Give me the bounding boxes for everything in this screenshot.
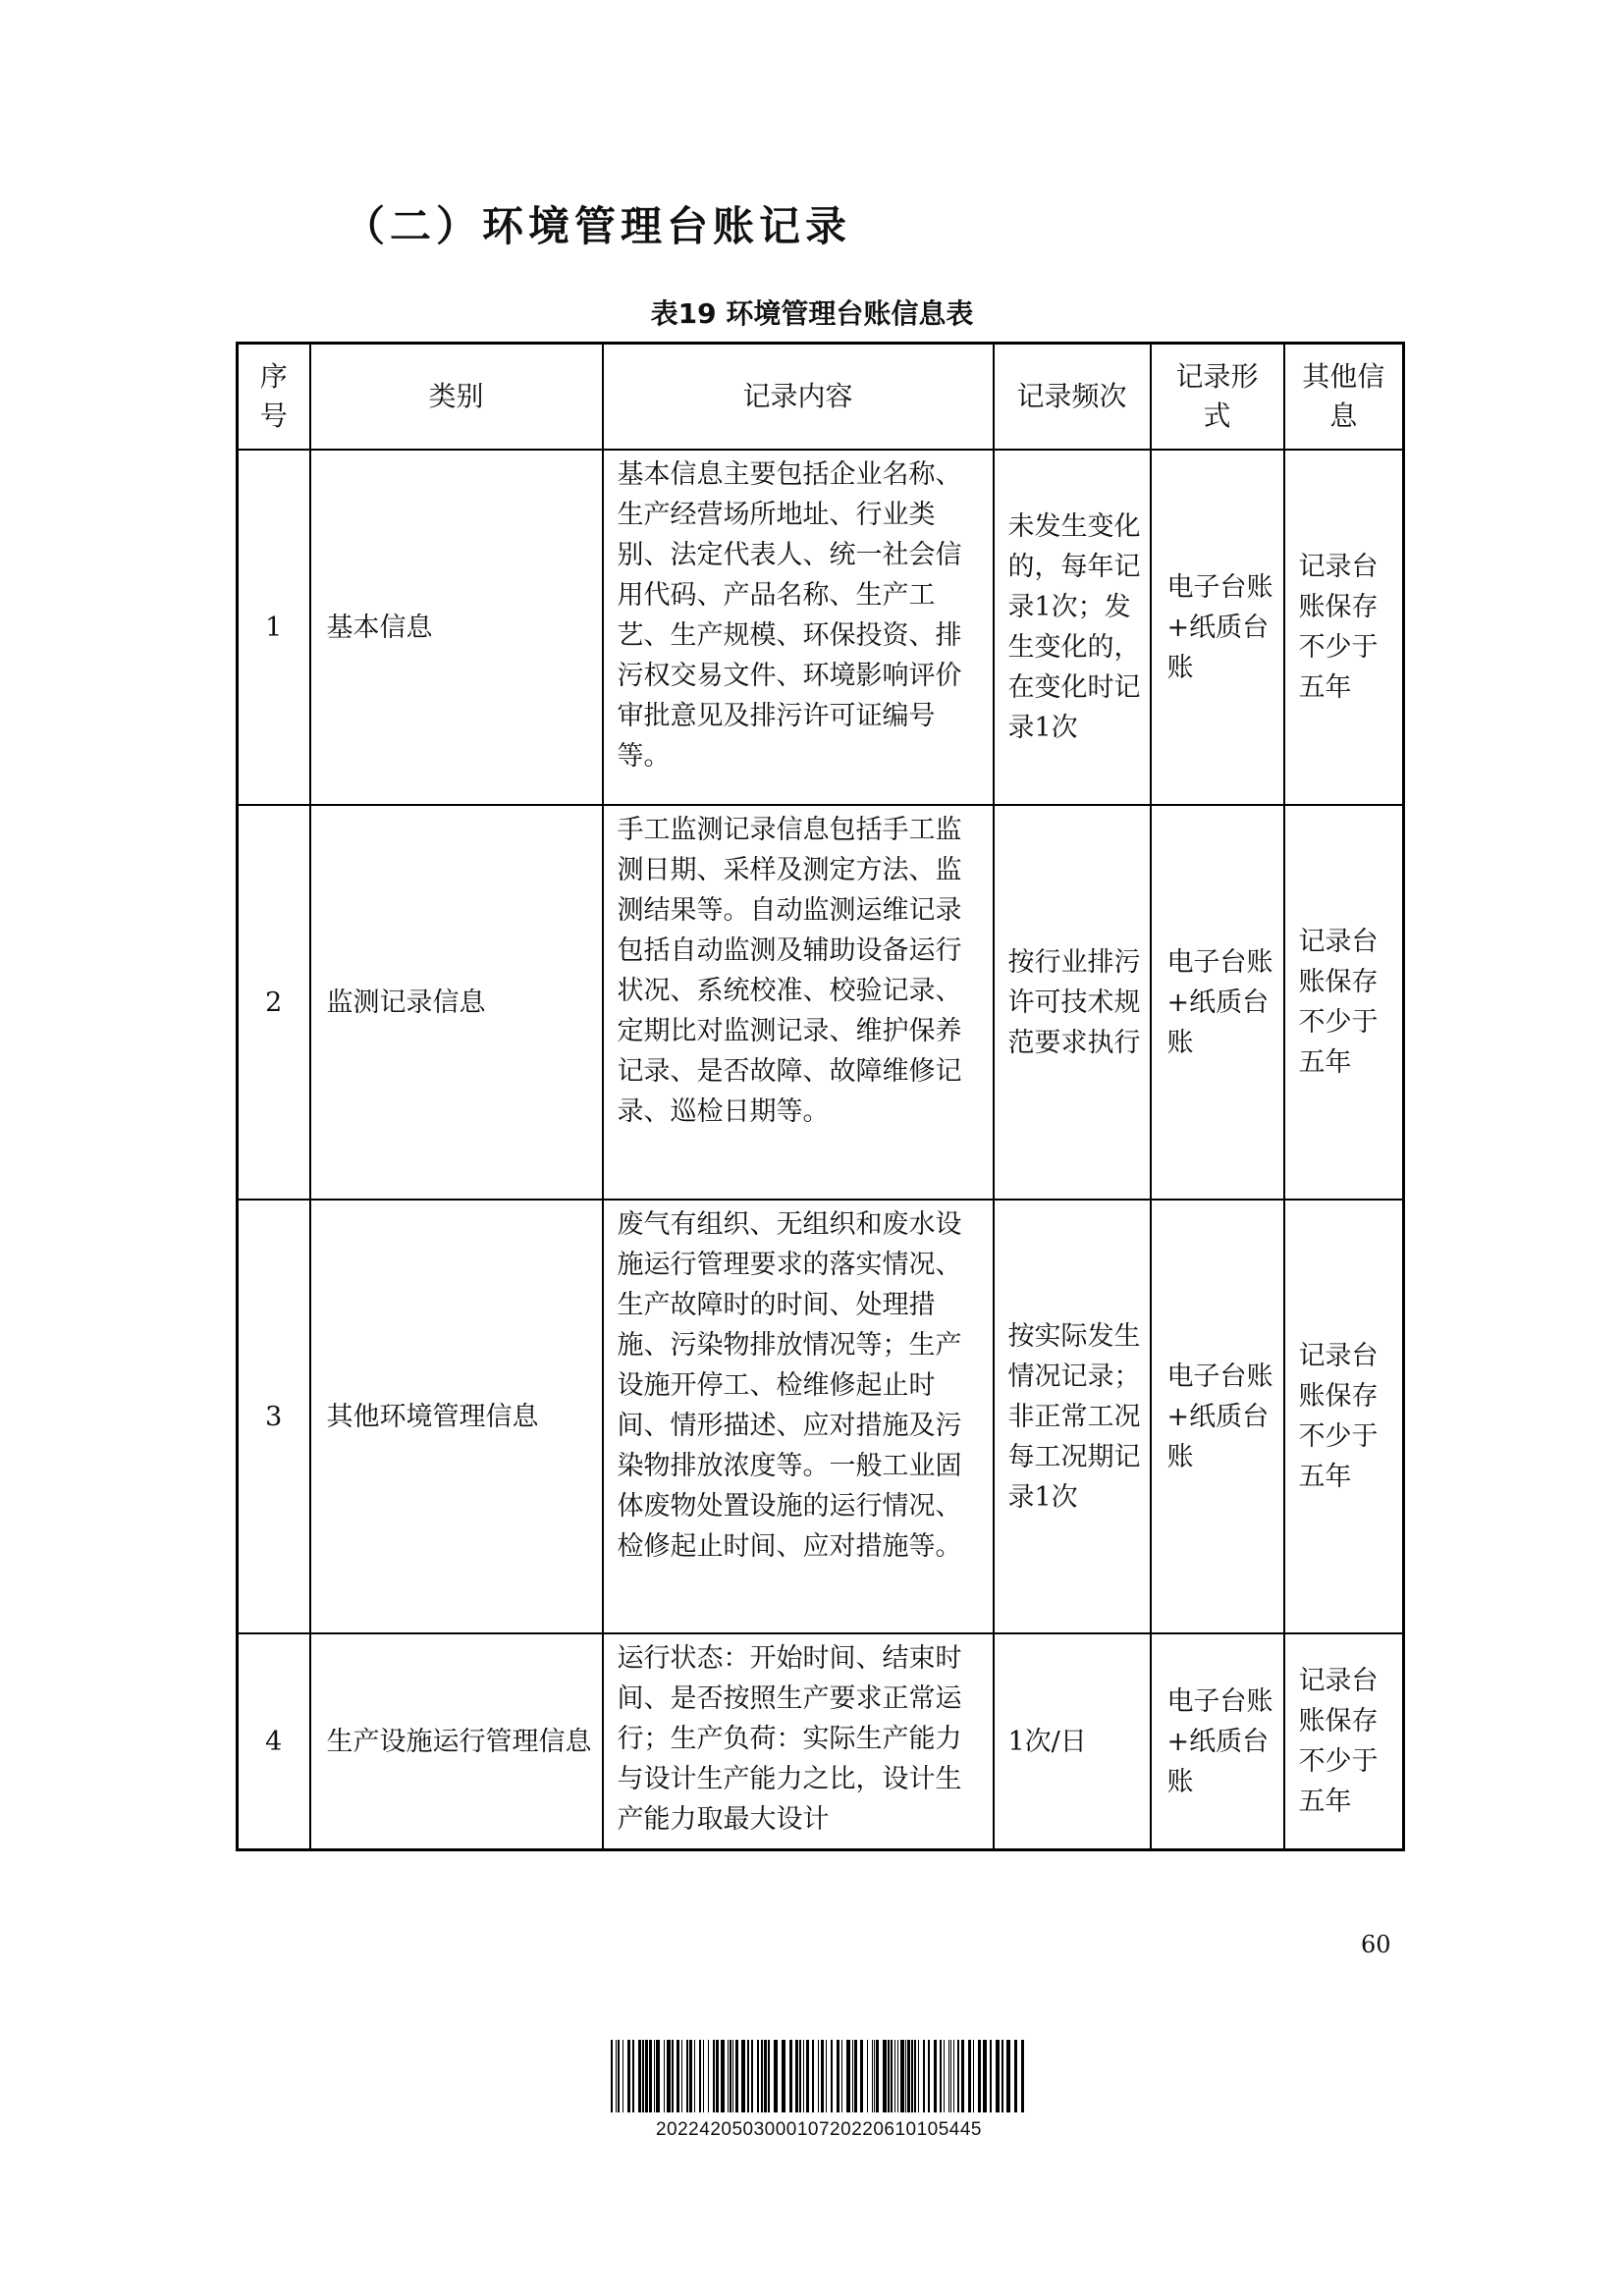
barcode-bar [854,2040,857,2112]
cell-seq: 3 [238,1200,310,1633]
barcode-bar [894,2040,895,2112]
header-category: 类别 [310,344,603,451]
barcode-bar [990,2040,992,2112]
barcode-bar [699,2040,701,2112]
header-seq: 序号 [238,344,310,451]
barcode-bar [618,2040,620,2112]
barcode-bar [934,2040,937,2112]
barcode-bar [928,2040,930,2112]
barcode-bar [713,2040,715,2112]
barcode-bar [978,2040,981,2112]
cell-other: 记录台账保存不少于五年 [1284,805,1404,1200]
barcode-bar [716,2040,719,2112]
barcode-bar [812,2040,814,2112]
barcode-bar [897,2040,898,2112]
barcode-bar [656,2040,660,2112]
cell-category: 监测记录信息 [310,805,603,1200]
barcode-bar [837,2040,839,2112]
barcode-bar [948,2040,949,2112]
barcode-bar [831,2040,833,2112]
barcode-bar [686,2040,688,2112]
cell-frequency: 未发生变化的，每年记录1次；发生变化的，在变化时记录1次 [994,450,1151,805]
barcode-bar [795,2040,798,2112]
barcode-bar [867,2040,868,2112]
cell-category: 生产设施运行管理信息 [310,1633,603,1850]
header-frequency: 记录频次 [994,344,1151,451]
barcode-bar [741,2040,745,2112]
barcode-bar [911,2040,913,2112]
barcode-bar [821,2040,824,2112]
barcode-bar [638,2040,641,2112]
cell-form: 电子台账+纸质台账 [1151,1633,1284,1850]
barcode-bar [996,2040,1000,2112]
barcode-bar [888,2040,890,2112]
header-other: 其他信息 [1284,344,1404,451]
barcode-bar [983,2040,987,2112]
barcode-bar [799,2040,801,2112]
barcode-bar [874,2040,875,2112]
barcode-bar [735,2040,738,2112]
barcode-bar [677,2040,679,2112]
barcode-bar [694,2040,695,2112]
header-content: 记录内容 [603,344,994,451]
barcode-bar [649,2040,652,2112]
barcode-bar [642,2040,644,2112]
barcode-bar [721,2040,725,2112]
barcode-bar [826,2040,827,2112]
cell-seq: 2 [238,805,310,1200]
barcode-bar [764,2040,767,2112]
cell-content: 废气有组织、无组织和废水设施运行管理要求的落实情况、生产故障时的时间、处理措施、污染物排放情况等；生产设施开停工、检维修起止时间、情形描述、应对措施及污染物排放浓度等。一般工业固体废物处置设施的运行情况、检修起止时间、应对措施等。 [603,1200,994,1633]
barcode-bar [703,2040,704,2112]
barcode-bar [747,2040,749,2112]
barcode-bar [751,2040,753,2112]
barcode-bar [803,2040,804,2112]
barcode-bar [774,2040,778,2112]
barcode-bar [900,2040,904,2112]
cell-form: 电子台账+纸质台账 [1151,450,1284,805]
cell-category: 其他环境管理信息 [310,1200,603,1633]
cell-frequency: 按行业排污许可技术规范要求执行 [994,805,1151,1200]
table-row [238,805,1404,1200]
barcode-bar [611,2040,613,2112]
barcode-bar [645,2040,648,2112]
barcode-bar [616,2040,617,2112]
cell-other: 记录台账保存不少于五年 [1284,1200,1404,1633]
barcode-bar [961,2040,964,2112]
cell-frequency: 1次/日 [994,1633,1151,1850]
cell-seq: 1 [238,450,310,805]
barcode-bar [940,2040,942,2112]
barcode-bar [872,2040,873,2112]
barcode-bar [818,2040,819,2112]
barcode-bar [667,2040,671,2112]
barcode-bar [914,2040,916,2112]
barcode-bar [883,2040,887,2112]
barcode-bar [761,2040,763,2112]
barcode-bar [957,2040,959,2112]
page-number: 60 [1361,1931,1391,1958]
barcode-bar [905,2040,906,2112]
barcode-bar [1006,2040,1010,2112]
section-heading: （二）环境管理台账记录 [344,202,852,250]
barcode-bar [852,2040,853,2112]
barcode-bar [1021,2040,1024,2112]
table-header-row [238,344,1404,451]
cell-category: 基本信息 [310,450,603,805]
cell-other: 记录台账保存不少于五年 [1284,450,1404,805]
cell-form: 电子台账+纸质台账 [1151,1200,1284,1633]
barcode-bar [907,2040,910,2112]
barcode-bar [664,2040,665,2112]
barcode-bar [1001,2040,1003,2112]
header-form: 记录形式 [1151,344,1284,451]
barcode-bar [860,2040,863,2112]
barcode-bar [950,2040,951,2112]
barcode-bar [968,2040,971,2112]
barcode-bar [1014,2040,1017,2112]
barcode-bar [846,2040,850,2112]
barcode-bar [768,2040,770,2112]
cell-content: 运行状态：开始时间、结束时间、是否按照生产要求正常运行；生产负荷：实际生产能力与设计生产能力之比，设计生产能力取最大设计 [603,1633,994,1850]
barcode-bar [923,2040,925,2112]
barcode-bar [876,2040,879,2112]
barcode-bar [689,2040,692,2112]
barcode-bar [732,2040,733,2112]
barcode-bar [953,2040,954,2112]
cell-seq: 4 [238,1633,310,1850]
barcode-bar [681,2040,682,2112]
cell-form: 电子台账+纸质台账 [1151,805,1284,1200]
barcode-bar [891,2040,893,2112]
barcode-bar [918,2040,919,2112]
barcode-bar [730,2040,731,2112]
barcode-bar [782,2040,785,2112]
barcode-bar [627,2040,630,2112]
barcode-bar [728,2040,729,2112]
barcode-bar [757,2040,759,2112]
barcode-bar [632,2040,634,2112]
barcode-bar [789,2040,792,2112]
cell-other: 记录台账保存不少于五年 [1284,1633,1404,1850]
barcode-graphic [611,2040,1027,2112]
barcode-bar [806,2040,809,2112]
cell-content: 基本信息主要包括企业名称、生产经营场所地址、行业类别、法定代表人、统一社会信用代码、产品名称、生产工艺、生产规模、环保投资、排污权交易文件、环境影响评价审批意见及排污许可证编号等。 [603,450,994,805]
cell-frequency: 按实际发生情况记录；非正常工况每工况期记录1次 [994,1200,1151,1633]
ledger-table [236,342,1405,1851]
barcode-bar [654,2040,655,2112]
barcode-bar [944,2040,945,2112]
table-caption: 表19 环境管理台账信息表 [650,297,974,330]
barcode-bar [708,2040,709,2112]
cell-content: 手工监测记录信息包括手工监测日期、采样及测定方法、监测结果等。自动监测运维记录包括自动监测及辅助设备运行状况、系统校准、校验记录、定期比对监测记录、维护保养记录、是否故障、故障维修记录、巡检日期等。 [603,805,994,1200]
barcode-bar [672,2040,674,2112]
table-row [238,450,1404,805]
barcode-number: 20224205030001072022061010544​5 [655,2119,982,2140]
table-row [238,1200,1404,1633]
barcode-bar [973,2040,974,2112]
table-row [238,1633,1404,1850]
barcode-bar [841,2040,842,2112]
